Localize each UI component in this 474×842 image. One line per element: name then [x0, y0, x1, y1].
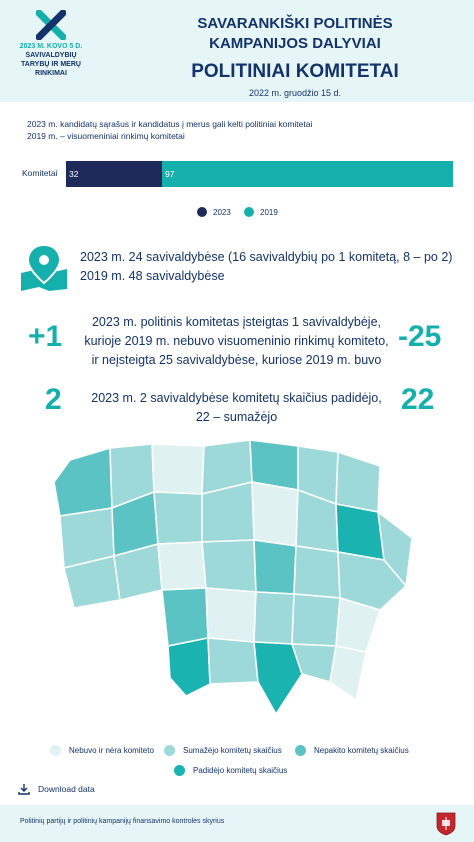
- map-legend-label-decreased: Sumažėjo komitetų skaičius: [183, 746, 282, 755]
- region-19: [202, 540, 256, 592]
- map-legend-unchanged: [295, 745, 409, 756]
- legend-swatch-2019: [244, 207, 254, 217]
- title-line-2: KAMPANIJOS DALYVIAI: [209, 35, 381, 52]
- election-date: 2023 M. KOVO 5 D.: [19, 43, 83, 50]
- map-pin-icon: [17, 243, 71, 291]
- subtitle-line-1: 2023 m. kandidatų sąrašus ir kandidatus į merus gali kelti politiniai komitetai: [27, 119, 313, 129]
- bar-value-label-2023: 32: [69, 169, 79, 179]
- count-change-text: [80, 389, 393, 427]
- title-line-1: SAVARANKIŠKI POLITINĖS: [197, 15, 393, 32]
- election-line-3: TARYBŲ IR MERŲ: [21, 61, 81, 68]
- subtitle-line-2: 2019 m. – visuomeniniai rinkimų komitetai: [27, 131, 185, 141]
- bar-value-label-2019: 97: [165, 169, 175, 179]
- stacked-bar-chart: [66, 161, 453, 187]
- legend-label-2023: 2023: [213, 207, 231, 217]
- map-legend-swatch-unchanged: [295, 745, 306, 756]
- committee-change-text: [80, 313, 393, 370]
- coat-of-arms-icon: [436, 812, 456, 836]
- region-14: [336, 504, 384, 560]
- region-1: [54, 448, 112, 516]
- bar-segment-2023: [66, 161, 162, 187]
- election-line-4: RINKIMAI: [35, 70, 67, 77]
- committee-change-line-2: kurioje 2019 m. nebuvo visuomeninio rinkimų komiteto,: [84, 334, 389, 348]
- election-caption: [0, 42, 102, 78]
- download-icon: [18, 783, 30, 795]
- municipalities-2019: 2019 m. 48 savivaldybėse: [80, 269, 225, 283]
- region-29: [208, 638, 258, 684]
- region-28: [168, 638, 210, 696]
- lithuania-map: [40, 438, 440, 728]
- region-18: [158, 542, 206, 590]
- title-block: [160, 14, 430, 54]
- map-legend-label-none: Nebuvo ir nėra komiteto: [69, 746, 154, 755]
- map-legend-none: [50, 745, 154, 756]
- footer-text: Politinių partijų ir politinių kampanijų finansavimo kontrolės skyrius: [20, 818, 225, 825]
- bar-segment-2019: [162, 161, 453, 187]
- municipalities-2023: 2023 m. 24 savivaldybėse (16 savivaldybių po 1 komitetą, 8 – po 2): [80, 250, 453, 264]
- map-legend-swatch-decreased: [164, 745, 175, 756]
- committee-change-line-3: ir neįsteigta 25 savivaldybėse, kuriose 2019 m. buvo: [91, 353, 382, 367]
- count-change-line-2: 22 – sumažėjo: [195, 410, 278, 424]
- download-label: Download data: [38, 784, 95, 794]
- bar-category-label: Komitetai: [22, 168, 58, 178]
- region-24: [206, 588, 256, 642]
- map-legend-label-increased: Padidėjo komitetų skaičius: [193, 766, 288, 775]
- region-3: [152, 444, 204, 494]
- committee-change-line-1: 2023 m. politinis komitetas įsteigtas 1 savivaldybėje,: [91, 315, 382, 329]
- stat-increased: 2: [45, 383, 62, 416]
- region-32: [330, 646, 366, 700]
- region-26: [292, 594, 340, 646]
- region-10: [154, 492, 202, 544]
- download-data-link[interactable]: [18, 783, 95, 795]
- region-25: [254, 592, 294, 644]
- map-legend-increased: [174, 765, 287, 776]
- legend-item-2019: [244, 207, 278, 217]
- map-legend-label-unchanged: Nepakito komitetų skaičius: [314, 746, 409, 755]
- region-12: [252, 482, 298, 546]
- map-legend-swatch-none: [50, 745, 61, 756]
- legend-item-2023: [197, 207, 231, 217]
- stat-plus-one: +1: [28, 320, 63, 353]
- x-logo-icon: [36, 10, 66, 40]
- report-date: 2022 m. gruodžio 15 d.: [248, 88, 342, 98]
- stat-minus-25: -25: [398, 320, 442, 353]
- legend-swatch-2023: [197, 207, 207, 217]
- region-23: [162, 588, 208, 646]
- page-title: POLITINIAI KOMITETAI: [191, 61, 399, 82]
- map-legend-decreased: [164, 745, 282, 756]
- region-7: [336, 452, 380, 512]
- stat-decreased: 22: [401, 383, 435, 416]
- region-20: [254, 540, 296, 594]
- legend-label-2019: 2019: [260, 207, 278, 217]
- region-21: [294, 546, 340, 598]
- count-change-line-1: 2023 m. 2 savivaldybėse komitetų skaičius padidėjo,: [91, 391, 382, 405]
- map-legend-swatch-increased: [174, 765, 185, 776]
- election-line-2: SAVIVALDYBIŲ: [25, 52, 77, 59]
